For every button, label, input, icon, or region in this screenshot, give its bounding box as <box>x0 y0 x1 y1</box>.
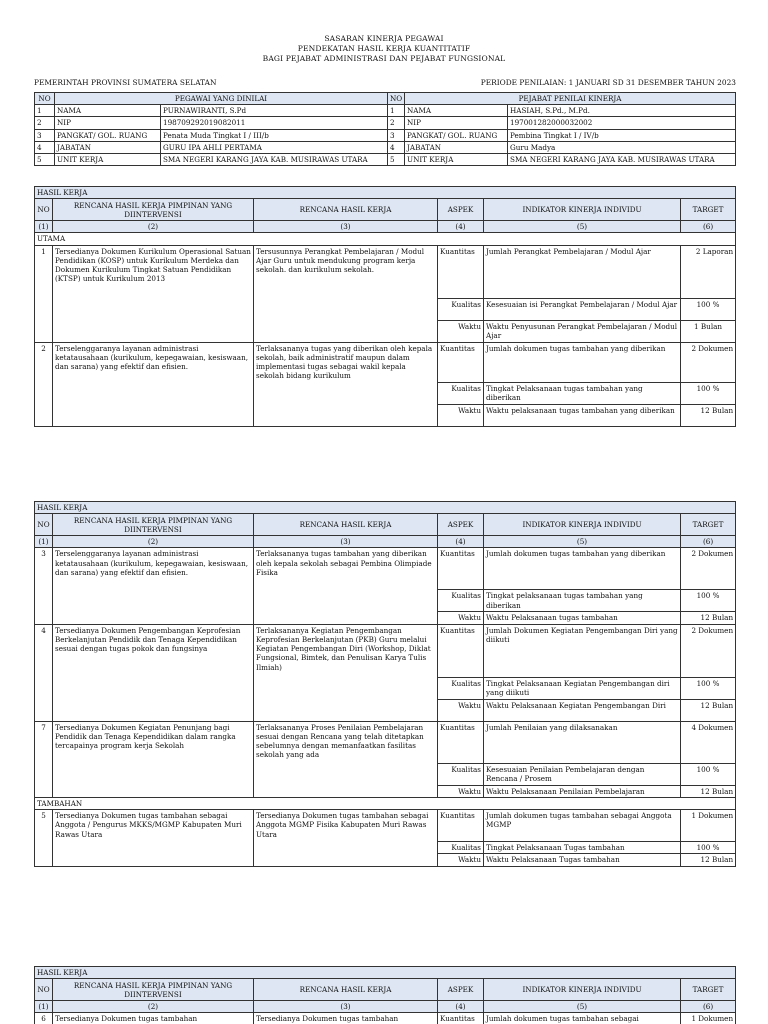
table-row: 1 Tersedianya Dokumen Kurikulum Operasional Satuan Pendidikan (KOSP) untuk Kurikulum Merdeka dan Dokumen Kurikulum Tingkat Satuan Pendidikan (KTSP) untuk Kurikulum 2013 Tersusunnya Perangkat Pembelajaran / Modul Ajar Guru untuk mendukung program kerja sekolah. dan kurikulum sekolah. Kuantitas Jumlah Perangkat Pembelajaran / Modul Ajar 2 Laporan <box>35 245 736 298</box>
pegawai-nama: PURNAWIRANTI, S.Pd <box>161 105 388 117</box>
identity-row: 5 UNIT KERJA SMA NEGERI KARANG JAYA KAB. MUSIRAWAS UTARA 5 UNIT KERJA SMA NEGERI KARANG JAYA KAB. MUSIRAWAS UTARA <box>35 154 736 166</box>
doc-title: SASARAN KINERJA PEGAWAI <box>324 34 444 43</box>
doc-subtitle-2: BAGI PEJABAT ADMINISTRASI DAN PEJABAT FUNGSIONAL <box>262 54 506 63</box>
hasil-kerja-table-1: HASIL KERJA NO RENCANA HASIL KERJA PIMPINAN YANG DIINTERVENSI RENCANA HASIL KERJA ASPEK INDIKATOR KINERJA INDIVIDU TARGET (1) (2) (3) (4) (5) (6) UTAMA 1 Tersedianya Dokumen Kurikulum Operasional Satuan Pendidikan (KOSP) untuk Kurikulum Merdeka dan Dokumen Kurikulum Tingkat Satuan Pendidikan (KTSP) untuk Kurikulum 2013 Tersusunnya Perangkat Pembelajaran / Modul Ajar Guru untuk mendukung program kerja sekolah. dan kurikulum sekolah. Kuantitas Jumlah Perangkat Pembelajaran / Modul Ajar 2 Laporan Kualitas Kesesuaian isi Perangkat Pembelajaran / Modul Ajar 100 % Waktu Waktu Penyusunan Perangkat Pembelajaran / Modul Ajar 1 Bulan 2 Terselenggaranya layanan administrasi ketatausahaan (kurikulum, kepegawaian, kesiswaan, dan sarana) yang efektif dan efisien. Terlaksananya tugas yang diberikan oleh kepala sekolah, baik administratif maupun dalam implementasi tugas sebagai wakil kepala sekolah bidang kurikulum Kuantitas Jumlah dokumen tugas tambahan yang diberikan 2 Dokumen Kualitas Tingkat Pelaksanaan tugas tambahan yang diberikan 100 % Waktu Waktu pelaksanaan tugas tambahan yang diberikan 12 Bulan <box>34 186 736 427</box>
section-hasil-kerja: HASIL KERJA <box>35 187 736 199</box>
table-row: 6 Tersedianya Dokumen tugas tambahan Tersedianya Dokumen tugas tambahan Kuantitas Jumlah dokumen tugas tambahan sebagai 1 Dokumen <box>35 1013 736 1024</box>
hasil-kerja-table-2: HASIL KERJA NO RENCANA HASIL KERJA PIMPINAN YANG DIINTERVENSI RENCANA HASIL KERJA ASPEK INDIKATOR KINERJA INDIVIDU TARGET (1) (2) (3) (4) (5) (6) 3 Terselenggaranya layanan administrasi ketatausahaan (kurikulum, kepegawaian, kesiswaan, dan sarana) yang efektif dan efisien. Terlaksananya tugas tambahan yang diberikan oleh kepala sekolah sebagai Pembina Olimpiade Fisika Kuantitas Jumlah dokumen tugas tambahan yang diberikan 2 Dokumen Kualitas Tingkat pelaksanaan tugas tambahan yang diberikan 100 % Waktu Waktu Pelaksanaan tugas tambahan 12 Bulan 4 Tersedianya Dokumen Pengembangan Keprofesian Berkelanjutan Pendidik dan Tenaga Kependidikan sesuai dengan tugas pokok dan fungsinya Terlaksananya Kegiatan Pengembangan Keprofesian Berkelanjutan (PKB) Guru melalui Kegiatan Pengembangan Diri (Workshop, Diklat Fungsional, Bimtek, dan Penulisan Karya Tulis Ilmiah) Kuantitas Jumlah Dokumen Kegiatan Pengembangan Diri yang diikuti 2 Dokumen Kualitas Tingkat Pelaksanaan Kegiatan Pengembangan diri yang diikuti 100 % Waktu Waktu Pelaksanaan Kegiatan Pengembangan Diri 12 Bulan 7 Tersedianya Dokumen Kegiatan Penunjang bagi Pendidik dan Tenaga Kependidikan dalam rangka tercapainya program kerja Sekolah Terlaksananya Proses Penilaian Pembelajaran sesuai dengan Rencana yang telah ditetapkan sebelumnya dengan memanfaatkan fasilitas sekolah yang ada Kuantitas Jumlah Penilaian yang dilaksanakan 4 Dokumen Kualitas Kesesuaian Penilaian Pembelajaran dengan Rencana / Prosem 100 % Waktu Waktu Pelaksanaan Penilaian Pembelajaran 12 Bulan TAMBAHAN 5 Tersedianya Dokumen tugas tambahan sebagai Anggota / Pengurus MKKS/MGMP Kabupaten Muri Rawas Utara Tersedianya Dokumen tugas tambahan sebagai Anggota MGMP Fisika Kabupaten Muri Rawas Utara Kuantitas Jumlah dokumen tugas tambahan sebagai Anggota MGMP 1 Dokumen Kualitas Tingkat Pelaksanaan Tugas tambahan 100 % Waktu Waktu Pelaksanaan Tugas tambahan 12 Bulan <box>34 501 736 867</box>
table-row: Waktu Waktu Penyusunan Perangkat Pembelajaran / Modul Ajar 1 Bulan <box>35 320 736 342</box>
identity-row: 1 NAMA PURNAWIRANTI, S.Pd 1 NAMA HASIAH, S.Pd., M.Pd. <box>35 105 736 117</box>
table-row: Kualitas Tingkat pelaksanaan tugas tambahan yang diberikan 100 % <box>35 590 736 612</box>
pegawai-unit: SMA NEGERI KARANG JAYA KAB. MUSIRAWAS UTARA <box>161 154 388 166</box>
penilai-nip: 197001282000032002 <box>508 117 736 129</box>
identity-row: 3 PANGKAT/ GOL. RUANG Penata Muda Tingkat I / III/b 3 PANGKAT/ GOL. RUANG Pembina Tingkat I / IV/b <box>35 129 736 141</box>
table-row: 4 Tersedianya Dokumen Pengembangan Keprofesian Berkelanjutan Pendidik dan Tenaga Kependidikan sesuai dengan tugas pokok dan fungsinya Terlaksananya Kegiatan Pengembangan Keprofesian Berkelanjutan (PKB) Guru melalui Kegiatan Pengembangan Diri (Workshop, Diklat Fungsional, Bimtek, dan Penulisan Karya Tulis Ilmiah) Kuantitas Jumlah Dokumen Kegiatan Pengembangan Diri yang diikuti 2 Dokumen <box>35 624 736 677</box>
periode-label: PERIODE PENILAIAN: 1 JANUARI SD 31 DESEMBER TAHUN 2023 <box>480 78 736 87</box>
table-row: Kualitas Kesesuaian isi Perangkat Pembelajaran / Modul Ajar 100 % <box>35 298 736 320</box>
section-tambahan: TAMBAHAN <box>35 797 736 809</box>
pegawai-pangkat: Penata Muda Tingkat I / III/b <box>161 129 388 141</box>
id-head-no-2: NO <box>388 93 405 105</box>
id-head-left: PEGAWAI YANG DINILAI <box>55 93 388 105</box>
table-row: 5 Tersedianya Dokumen tugas tambahan sebagai Anggota / Pengurus MKKS/MGMP Kabupaten Muri Rawas Utara Tersedianya Dokumen tugas tambahan sebagai Anggota MGMP Fisika Kabupaten Muri Rawas Utara Kuantitas Jumlah dokumen tugas tambahan sebagai Anggota MGMP 1 Dokumen <box>35 810 736 842</box>
penilai-unit: SMA NEGERI KARANG JAYA KAB. MUSIRAWAS UTARA <box>508 154 736 166</box>
instansi-label: PEMERINTAH PROVINSI SUMATERA SELATAN <box>34 78 217 87</box>
pegawai-jabatan: GURU IPA AHLI PERTAMA <box>161 141 388 153</box>
penilai-jabatan: Guru Madya <box>508 141 736 153</box>
table-row: 7 Tersedianya Dokumen Kegiatan Penunjang bagi Pendidik dan Tenaga Kependidikan dalam rangka tercapainya program kerja Sekolah Terlaksananya Proses Penilaian Pembelajaran sesuai dengan Rencana yang telah ditetapkan sebelumnya dengan memanfaatkan fasilitas sekolah yang ada Kuantitas Jumlah Penilaian yang dilaksanakan 4 Dokumen <box>35 721 736 763</box>
identity-row: 4 JABATAN GURU IPA AHLI PERTAMA 4 JABATAN Guru Madya <box>35 141 736 153</box>
table-row: Kualitas Kesesuaian Penilaian Pembelajaran dengan Rencana / Prosem 100 % <box>35 763 736 785</box>
penilai-pangkat: Pembina Tingkat I / IV/b <box>508 129 736 141</box>
identity-table <box>34 92 736 166</box>
hasil-kerja-table-3: HASIL KERJA NO RENCANA HASIL KERJA PIMPINAN YANG DIINTERVENSI RENCANA HASIL KERJA ASPEK INDIKATOR KINERJA INDIVIDU TARGET (1) (2) (3) (4) (5) (6) 6 Tersedianya Dokumen tugas tambahan Tersedianya Dokumen tugas tambahan Kuantitas Jumlah dokumen tugas tambahan sebagai 1 Dokumen <box>34 966 736 1024</box>
table-row: Kualitas Tingkat Pelaksanaan Kegiatan Pengembangan diri yang diikuti 100 % <box>35 677 736 699</box>
table-row: Kualitas Tingkat Pelaksanaan Tugas tambahan 100 % <box>35 842 736 854</box>
id-head-no: NO <box>35 93 55 105</box>
id-head-right: PEJABAT PENILAI KINERJA <box>405 93 736 105</box>
table-row: Waktu Waktu pelaksanaan tugas tambahan yang diberikan 12 Bulan <box>35 404 736 426</box>
doc-subtitle: PENDEKATAN HASIL KERJA KUANTITATIF <box>297 44 471 53</box>
table-row: 2 Terselenggaranya layanan administrasi ketatausahaan (kurikulum, kepegawaian, kesiswaan, dan sarana) yang efektif dan efisien. Terlaksananya tugas yang diberikan oleh kepala sekolah, baik administratif maupun dalam implementasi tugas sebagai wakil kepala sekolah bidang kurikulum Kuantitas Jumlah dokumen tugas tambahan yang diberikan 2 Dokumen <box>35 342 736 382</box>
table-row: Waktu Waktu Pelaksanaan Kegiatan Pengembangan Diri 12 Bulan <box>35 699 736 721</box>
identity-row: 2 NIP 198709292019082011 2 NIP 197001282000032002 <box>35 117 736 129</box>
table-row: Waktu Waktu Pelaksanaan tugas tambahan 12 Bulan <box>35 612 736 624</box>
table-row: Waktu Waktu Pelaksanaan Penilaian Pembelajaran 12 Bulan <box>35 785 736 797</box>
penilai-nama: HASIAH, S.Pd., M.Pd. <box>508 105 736 117</box>
table-row: 3 Terselenggaranya layanan administrasi ketatausahaan (kurikulum, kepegawaian, kesiswaan, dan sarana) yang efektif dan efisien. Terlaksananya tugas tambahan yang diberikan oleh kepala sekolah sebagai Pembina Olimpiade Fisika Kuantitas Jumlah dokumen tugas tambahan yang diberikan 2 Dokumen <box>35 548 736 590</box>
section-utama: UTAMA <box>35 233 736 245</box>
table-row: Waktu Waktu Pelaksanaan Tugas tambahan 12 Bulan <box>35 854 736 866</box>
pegawai-nip: 198709292019082011 <box>161 117 388 129</box>
table-row: Kualitas Tingkat Pelaksanaan tugas tambahan yang diberikan 100 % <box>35 382 736 404</box>
